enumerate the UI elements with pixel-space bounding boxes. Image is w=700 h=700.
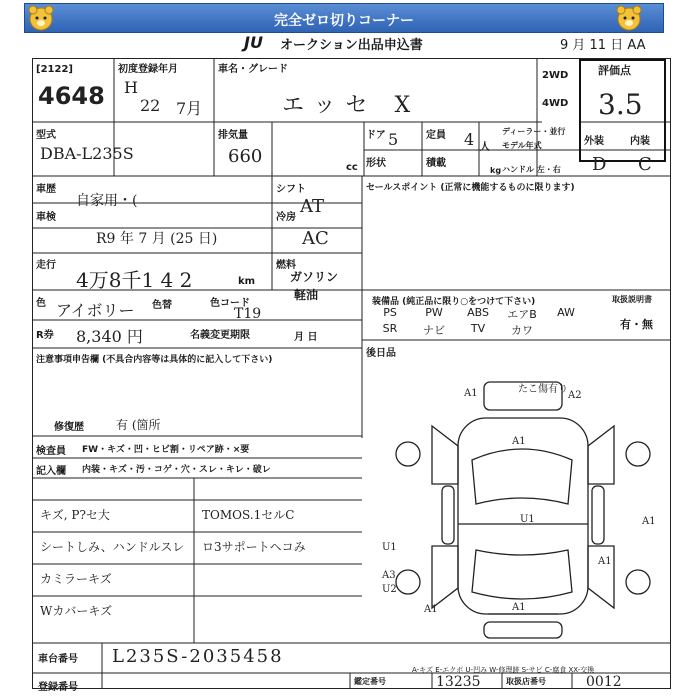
drive-2wd-label: 2WD [542,70,569,81]
first-reg-year: 22 [140,96,161,115]
exterior-label: 外装 [584,136,604,147]
fuel-label: 燃料 [276,260,296,271]
auction-logo: JU [244,33,263,52]
interior-label: 内装 [630,136,650,147]
seats-value: 4 [464,130,475,149]
fuel-gasoline: ガソリン [290,270,339,284]
color-value: アイボリー [56,301,135,320]
small-value: 0012 [586,674,622,690]
first-reg-month: 7月 [176,99,203,118]
entry-label: 記入欄 [36,466,66,477]
equip-kawa: カワ [511,324,533,337]
color-code-label: 色コード [210,298,250,309]
equip-aw: AW [557,306,575,319]
color-code-value: T19 [234,306,262,322]
serial-label: 鑑定番号 [354,677,386,686]
mileage-label: 走行 [36,260,56,271]
interior-grade: C [638,154,652,175]
chassis-value: L235S-2035458 [112,646,284,667]
first-reg-era: H [124,78,138,97]
type-label: 型式 [36,130,56,141]
equip-sr: SR [382,322,398,335]
usage-label: 車歴 [36,184,56,195]
equip-airbag: エアB [507,308,537,321]
remark-4: Wカバーキズ [40,604,113,618]
doors-label: ドア [366,130,386,141]
entry-line: 内装・キズ・汚・コゲ・穴・スレ・キレ・破レ [82,465,271,475]
bear-mascot-icon [24,3,58,33]
equip-pw: PW [425,306,443,319]
manual-label: 取扱説明書 [612,295,652,304]
sheet-title: オークション出品申込書 [280,38,423,53]
displacement-value: 660 [228,146,263,167]
equip-ps: PS [383,306,397,319]
inspector-line: FW・キズ・凹・ヒビ割・リペア跡・×要 [82,445,250,455]
inspection-label: 車検 [36,212,56,223]
mark-5: U1 [520,514,535,525]
mark-1: A1 [464,388,478,399]
remark-3: カミラーキズ [40,572,112,586]
recycle-label: R券 [36,330,54,341]
drive-4wd-label: 4WD [542,98,569,109]
model-year-label: モデル年式 [502,141,542,150]
auction-sheet [32,58,672,698]
chassis-label: 車台番号 [38,654,78,665]
ac-value: AC [302,228,329,249]
damage-legend: A-キズ E-エクボ U-凹み W-修理跡 S-サビ C-腐食 XX-交換 [412,666,595,674]
repair-label: 修復歴 [54,422,84,433]
displacement-label: 排気量 [218,130,248,141]
usage-value: 自家用・( [76,193,138,209]
type-value: DBA-L235S [40,144,134,163]
name-change-label: 名義変更期限 [190,330,250,341]
mark-11: U1 [382,542,397,553]
model-name: エッセ X [282,93,421,118]
handle-label: ハンドル 左・右 [502,165,561,174]
sales-label: セールスポイント (正常に機能するものに限ります) [366,183,575,193]
remark-2: シートしみ、ハンドルスレ [40,540,185,554]
registration-label: 登録番号 [38,682,78,693]
remark-5: TOMOS.1セルC [202,508,295,522]
exterior-grade: D [592,154,607,175]
manual-value: 有・無 [620,318,653,331]
small-label: 取扱店番号 [506,677,546,686]
color-label: 色 [36,298,46,309]
tire-note: たこ傷有り [518,384,568,395]
name-change-unit: 月 日 [294,332,318,343]
hold-label: 後日品 [366,348,396,359]
mark-6: A1 [598,556,612,567]
equip-navi: ナビ [423,324,445,337]
color-change-label: 色替 [152,300,172,311]
remark-1: キズ, P?セ大 [40,508,110,522]
lot-number: 4648 [38,82,105,110]
first-reg-label: 初度登録年月 [118,64,178,75]
shape-label: 形状 [366,158,386,169]
sheet-date: 9 月 11 日 AA [560,38,646,53]
ac-label: 冷房 [276,212,296,223]
displacement-unit: cc [346,162,358,173]
mark-7: A3 [382,570,396,581]
shift-value: AT [300,196,325,217]
equip-abs: ABS [467,306,489,319]
mark-2: A2 [568,390,582,401]
mark-10: A1 [512,602,526,613]
score-label: 評価点 [598,64,631,77]
dealer-label: ディーラー・並行 [502,127,566,136]
equip-label: 装備品 (純正品に限り○をつけて下さい) [372,297,536,307]
mark-4: A1 [642,516,656,527]
mileage-unit: km [238,276,256,287]
score-value: 3.5 [598,88,643,121]
corner-banner [24,3,664,33]
serial-value: 13235 [436,674,481,690]
mark-8: U2 [382,584,397,595]
equip-tv: TV [470,322,486,335]
bear-mascot-icon [612,3,646,33]
doc-number: [2122] [36,64,73,75]
shift-label: シフト [276,184,306,195]
remark-6: ロ3サポートヘコみ [202,540,306,554]
inspection-value: R9 年 7 月 (25 日) [96,231,218,247]
recycle-value: 8,340 円 [76,327,143,346]
seats-label: 定員 [426,130,446,141]
model-label: 車名・グレード [218,64,288,75]
banner-title: 完全ゼロ切りコーナー [274,13,414,29]
cargo-unit: kg [490,166,502,175]
repair-value: 有 (箇所 [116,418,161,432]
notes-label: 注意事項申告欄 (不具合内容等は具体的に記入して下さい) [36,355,273,365]
car-damage-diagram [372,374,668,640]
inspector-label: 検査員 [36,446,66,457]
mileage-value: 4万8千1 4 2 [76,268,193,292]
fuel-diesel: 軽油 [294,288,319,302]
doors-value: 5 [388,130,399,149]
seats-unit: 人 [480,142,490,153]
mark-9: A1 [424,604,438,615]
mark-3: A1 [512,436,526,447]
cargo-label: 積載 [426,158,446,169]
